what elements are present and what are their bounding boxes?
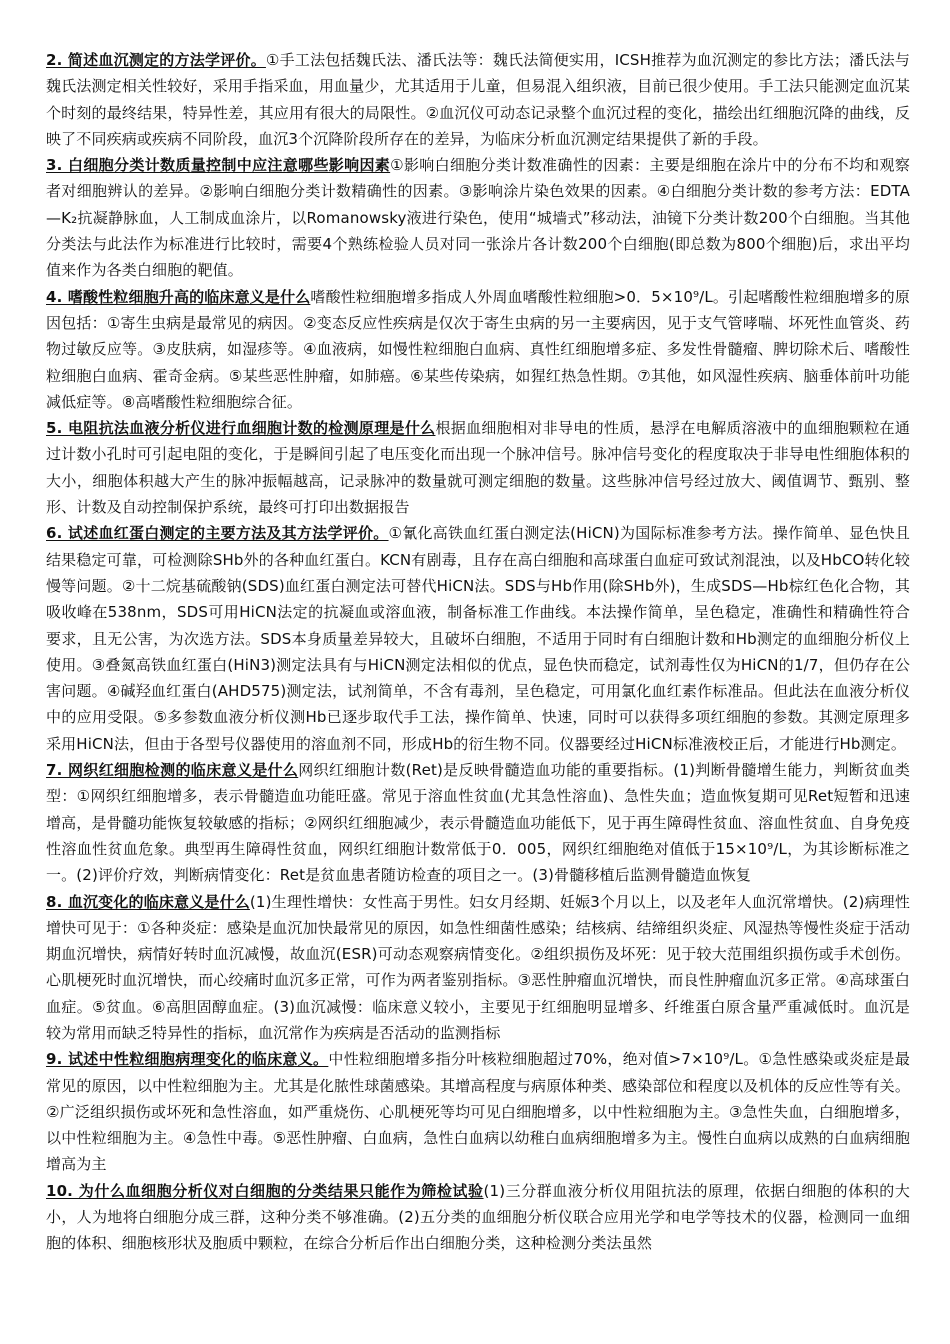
qa-item-10	[46, 1178, 910, 1257]
qa-item-6	[46, 520, 910, 757]
answer-text: (1)生理性增快：女性高于男性。妇女月经期、妊娠3个月以上，以及老年人血沉常增快。(2)病理性增快可见于：①各种炎症：感染是血沉加快最常见的原因，如急性细菌性感染；结核病、结缔组织炎症、风湿热等慢性炎症于活动期血沉增快，病情好转时血沉减慢，故血沉(ESR)可动态观察病情变化。②组织损伤及坏死：见于较大范围组织损伤或手术创伤。心肌梗死时血沉增快，而心绞痛时血沉多正常，可作为两者鉴别指标。③恶性肿瘤血沉增快，而良性肿瘤血沉多正常。④高球蛋白血症。⑤贫血。⑥高胆固醇血症。(3)血沉减慢：临床意义较小，主要见于红细胞明显增多、纤维蛋白原含量严重减低时。血沉是较为常用而缺乏特异性的指标，血沉常作为疾病是否活动的监测指标	[46, 892, 911, 1042]
qa-item-5	[46, 415, 910, 520]
question-heading: 2. 简述血沉测定的方法学评价。	[46, 51, 266, 69]
question-heading: 7. 网织红细胞检测的临床意义是什么	[46, 761, 299, 780]
question-heading: 9. 试述中性粒细胞病理变化的临床意义。	[46, 1050, 329, 1069]
answer-text: 嗜酸性粒细胞增多指成人外周血嗜酸性粒细胞>0．5×10⁹/L。引起嗜酸性粒细胞增多的原因包括：①寄生虫病是最常见的病因。②变态反应性疾病是仅次于寄生虫病的另一主要病因，见于支气管哮喘、坏死性血管炎、药物过敏反应等。③皮肤病，如湿疹等。④血液病，如慢性粒细胞白血病、真性红细胞增多症、多发性骨髓瘤、脾切除术后、嗜酸性粒细胞白血病、霍奇金病。⑤某些恶性肿瘤，如肺癌。⑥某些传染病，如猩红热急性期。⑦其他，如风湿性疾病、脑垂体前叶功能减低症等。⑧高嗜酸性粒细胞综合征。	[46, 287, 910, 411]
answer-text: ①氰化高铁血红蛋白测定法(HiCN)为国际标准参考方法。操作简单、显色快且结果稳定可靠，可检测除SHb外的各种血红蛋白。KCN有剧毒，且存在高白细胞和高球蛋白血症可致试剂混浊，以及HbCO转化较慢等问题。②十二烷基硫酸钠(SDS)血红蛋白测定法可替代HiCN法。SDS与Hb作用(除SHb外)，生成SDS—Hb棕红色化合物，其吸收峰在538nm，SDS可用HiCN法定的抗凝血或溶血液，制备标准工作曲线。本法操作简单，呈色稳定，准确性和精确性符合要求，且无公害，为次选方法。SDS本身质量差异较大，且破坏白细胞，不适用于同时有白细胞计数和Hb测定的血细胞分析仪上使用。③叠氮高铁血红蛋白(HiN3)测定法具有与HiCN测定法相似的优点，显色快而稳定，试剂毒性仅为HiCN的1/7，但仍存在公害问题。④碱羟血红蛋白(AHD575)测定法，试剂简单，不含有毒剂，呈色稳定，可用氯化血红素作标准品。但此法在血液分析仪中的应用受限。⑤多参数血液分析仪测Hb已逐步取代手工法，操作简单、快速，同时可以获得多项红细胞的参数。其测定原理多采用HiCN法，但由于各型号仪器使用的溶血剂不同，形成Hb的衍生物不同。仪器要经过HiCN标准液校正后，才能进行Hb测定。	[46, 524, 910, 753]
question-heading: 4. 嗜酸性粒细胞升高的临床意义是什么	[46, 287, 311, 306]
qa-item-7	[46, 757, 910, 888]
question-heading: 6. 试述血红蛋白测定的主要方法及其方法学评价。	[46, 524, 389, 543]
answer-text: 网织红细胞计数(Ret)是反映骨髓造血功能的重要指标。(1)判断骨髓增生能力，判断贫血类型：①网织红细胞增多，表示骨髓造血功能旺盛。常见于溶血性贫血(尤其急性溶血)、急性失血；造血恢复期可见Ret短暂和迅速增高，是骨髓功能恢复较敏感的指标；②网织红细胞减少，表示骨髓造血功能低下，见于再生障碍性贫血、溶血性贫血、自身免疫性溶血性贫血危象。典型再生障碍性贫血，网织红细胞计数常低于0．005，网织红细胞绝对值低于15×10⁹/L，为其诊断标准之一。(2)评价疗效，判断病情变化：Ret是贫血患者随访检查的项目之一。(3)骨髓移植后监测骨髓造血恢复	[46, 761, 910, 885]
question-heading: 3. 白细胞分类计数质量控制中应注意哪些影响因素	[46, 156, 391, 175]
qa-item-9	[46, 1046, 910, 1177]
answer-text: ①影响白细胞分类计数准确性的因素：主要是细胞在涂片中的分布不均和观察者对细胞辨认的差异。②影响白细胞分类计数精确性的因素。③影响涂片染色效果的因素。④白细胞分类计数的参考方法：EDTA—K₂抗凝静脉血，人工制成血涂片，以Romanowsky液进行染色，使用“城墙式”移动法，油镜下分类计数200个白细胞。当其他分类法与此法作为标准进行比较时，需要4个熟练检验人员对同一张涂片各计数200个白细胞(即总数为800个细胞)后，求出平均值来作为各类白细胞的靶值。	[46, 156, 910, 280]
question-heading: 8. 血沉变化的临床意义是什么	[46, 892, 250, 911]
qa-item-2	[46, 47, 910, 152]
question-heading: 10. 为什么血细胞分析仪对白细胞的分类结果只能作为筛检试验	[46, 1181, 484, 1200]
qa-item-8	[46, 889, 910, 1047]
answer-text: 中性粒细胞增多指分叶核粒细胞超过70%，绝对值>7×10⁹/L。①急性感染或炎症是最常见的原因，以中性粒细胞为主。尤其是化脓性球菌感染。其增高程度与病原体种类、感染部位和程度以及机体的反应性等有关。②广泛组织损伤或坏死和急性溶血，如严重烧伤、心肌梗死等均可见白细胞增多，以中性粒细胞为主。③急性失血，白细胞增多，以中性粒细胞为主。④急性中毒。⑤恶性肿瘤、白血病，急性白血病以幼稚白血病细胞增多为主。慢性白血病以成熟的白血病细胞增高为主	[46, 1050, 911, 1174]
document-page	[46, 47, 910, 1257]
answer-text: ①手工法包括魏氏法、潘氏法等：魏氏法简便实用，ICSH推荐为血沉测定的参比方法；潘氏法与魏氏法测定相关性较好，采用手指采血，用血量少，尤其适用于儿童，但易混入组织液，目前已很少使用。手工法只能测定血沉某个时刻的最终结果，特异性差，其应用有很大的局限性。②血沉仪可动态记录整个血沉过程的变化，描绘出红细胞沉降的曲线，反映了不同疾病或疾病不同阶段，血沉3个沉降阶段所存在的差异，为临床分析血沉测定结果提供了新的手段。	[46, 51, 910, 148]
qa-item-3	[46, 152, 910, 283]
answer-text: (1)三分群血液分析仪用阻抗法的原理，依据白细胞的体积的大小，人为地将白细胞分成三群，这种分类不够准确。(2)五分类的血细胞分析仪联合应用光学和电学等技术的仪器，检测同一血细胞的体积、细胞核形状及胞质中颗粒，在综合分析后作出白细胞分类，这种检测分类法虽然	[46, 1181, 910, 1253]
qa-item-4	[46, 284, 910, 415]
answer-text: 根据血细胞相对非导电的性质，悬浮在电解质溶液中的血细胞颗粒在通过计数小孔时可引起电阻的变化，于是瞬间引起了电压变化而出现一个脉冲信号。脉冲信号变化的程度取决于非导电性细胞体积的大小，细胞体积越大产生的脉冲振幅越高，记录脉冲的数量就可测定细胞的数量。这些脉冲信号经过放大、阈值调节、甄别、整形、计数及自动控制保护系统，最终可打印出数据报告	[46, 419, 910, 517]
question-heading: 5. 电阻抗法血液分析仪进行血细胞计数的检测原理是什么	[46, 419, 436, 438]
